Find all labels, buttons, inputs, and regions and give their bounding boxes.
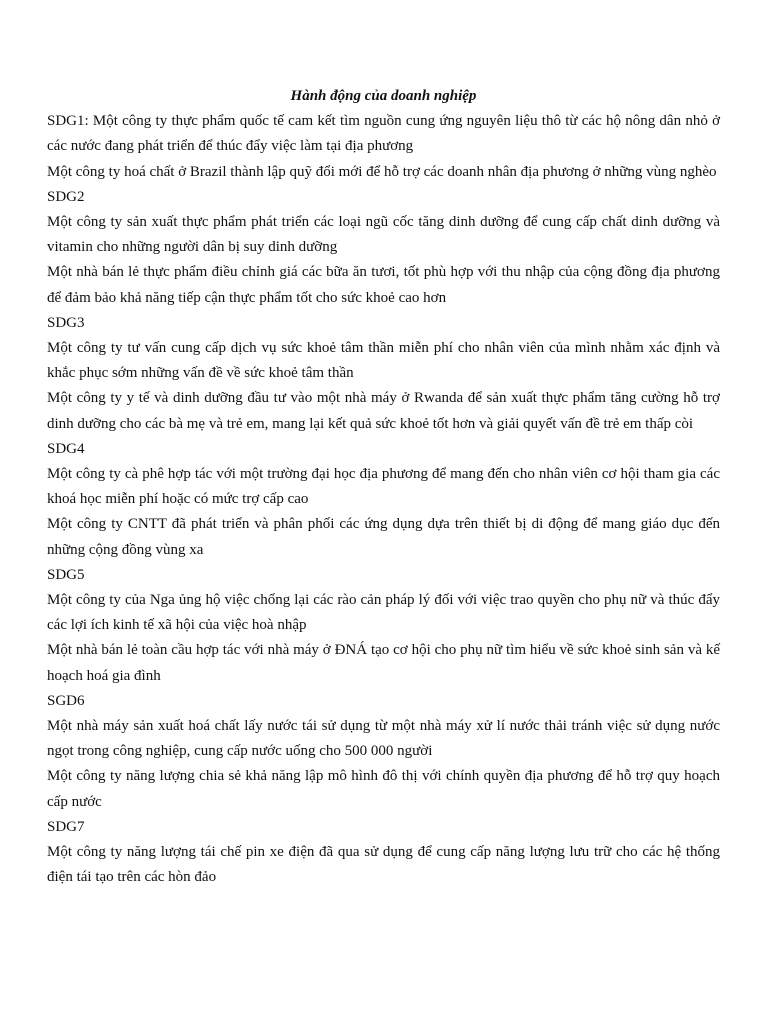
sdg3-paragraph-1: Một công ty tư vấn cung cấp dịch vụ sức khoẻ tâm thần miễn phí cho nhân viên của mình nhằm xác định và khắc phục sớm những vấn đề về sức khoẻ tâm thần (47, 340, 720, 382)
sdg2-paragraph-1: Một công ty sản xuất thực phẩm phát triển các loại ngũ cốc tăng dinh dưỡng để cung cấp chất dinh dưỡng và vitamin cho những người dân bị suy dinh dưỡng (47, 214, 720, 256)
sdg3-heading: SDG3 (47, 314, 85, 331)
sdg4-paragraph-1: Một công ty cà phê hợp tác với một trường đại học địa phương để mang đến cho nhân viên cơ hội tham gia các khoá học miễn phí hoặc có mức trợ cấp cao (47, 466, 720, 508)
sdg1-paragraph-2: Một công ty hoá chất ở Brazil thành lập quỹ đổi mới để hỗ trợ các doanh nhân địa phương ở những vùng nghèo (47, 163, 717, 180)
sdg1-paragraph-1: SDG1: Một công ty thực phẩm quốc tế cam kết tìm nguồn cung ứng nguyên liệu thô từ các hộ nông dân nhỏ ở các nước đang phát triển để thúc đẩy việc làm tại địa phương (47, 113, 720, 155)
sdg6-paragraph-1: Một nhà máy sản xuất hoá chất lấy nước tái sử dụng từ một nhà máy xử lí nước thải tránh việc sử dụng nước ngọt trong công nghiệp, cung cấp nước uống cho 500 000 người (47, 718, 720, 760)
sdg4-heading: SDG4 (47, 440, 85, 457)
sdg6-paragraph-2: Một công ty năng lượng chia sẻ khả năng lập mô hình đô thị với chính quyền địa phương để hỗ trợ quy hoạch cấp nước (47, 768, 720, 810)
sdg3-paragraph-2: Một công ty y tế và dinh dưỡng đầu tư vào một nhà máy ở Rwanda để sản xuất thực phẩm tăng cường hỗ trợ dinh dưỡng cho các bà mẹ và trẻ em, mang lại kết quả sức khoẻ tốt hơn và giải quyết vấn đề trẻ em thấp còi (47, 390, 720, 432)
sdg2-paragraph-2: Một nhà bán lẻ thực phẩm điều chỉnh giá các bữa ăn tươi, tốt phù hợp với thu nhập của cộng đồng địa phương để đảm bảo khả năng tiếp cận thực phẩm tốt cho sức khoẻ cao hơn (47, 264, 720, 306)
sdg6-heading: SGD6 (47, 692, 85, 709)
sdg2-heading: SDG2 (47, 188, 85, 205)
document-page (47, 84, 720, 890)
sdg7-heading: SDG7 (47, 818, 85, 835)
sdg7-paragraph-1: Một công ty năng lượng tái chế pin xe điện đã qua sử dụng để cung cấp năng lượng lưu trữ cho các hệ thống điện tái tạo trên các hòn đảo (47, 844, 720, 886)
sdg5-paragraph-1: Một công ty của Nga ủng hộ việc chống lại các rào cản pháp lý đối với việc trao quyền cho phụ nữ và thúc đẩy các lợi ích kinh tế xã hội của việc hoà nhập (47, 592, 720, 634)
document-title: Hành động của doanh nghiệp (290, 88, 477, 104)
sdg5-heading: SDG5 (47, 566, 85, 583)
sdg4-paragraph-2: Một công ty CNTT đã phát triển và phân phối các ứng dụng dựa trên thiết bị di động để mang giáo dục đến những cộng đồng vùng xa (47, 516, 720, 558)
sdg5-paragraph-2: Một nhà bán lẻ toàn cầu hợp tác với nhà máy ở ĐNÁ tạo cơ hội cho phụ nữ tìm hiểu về sức khoẻ sinh sản và kế hoạch hoá gia đình (47, 642, 720, 684)
